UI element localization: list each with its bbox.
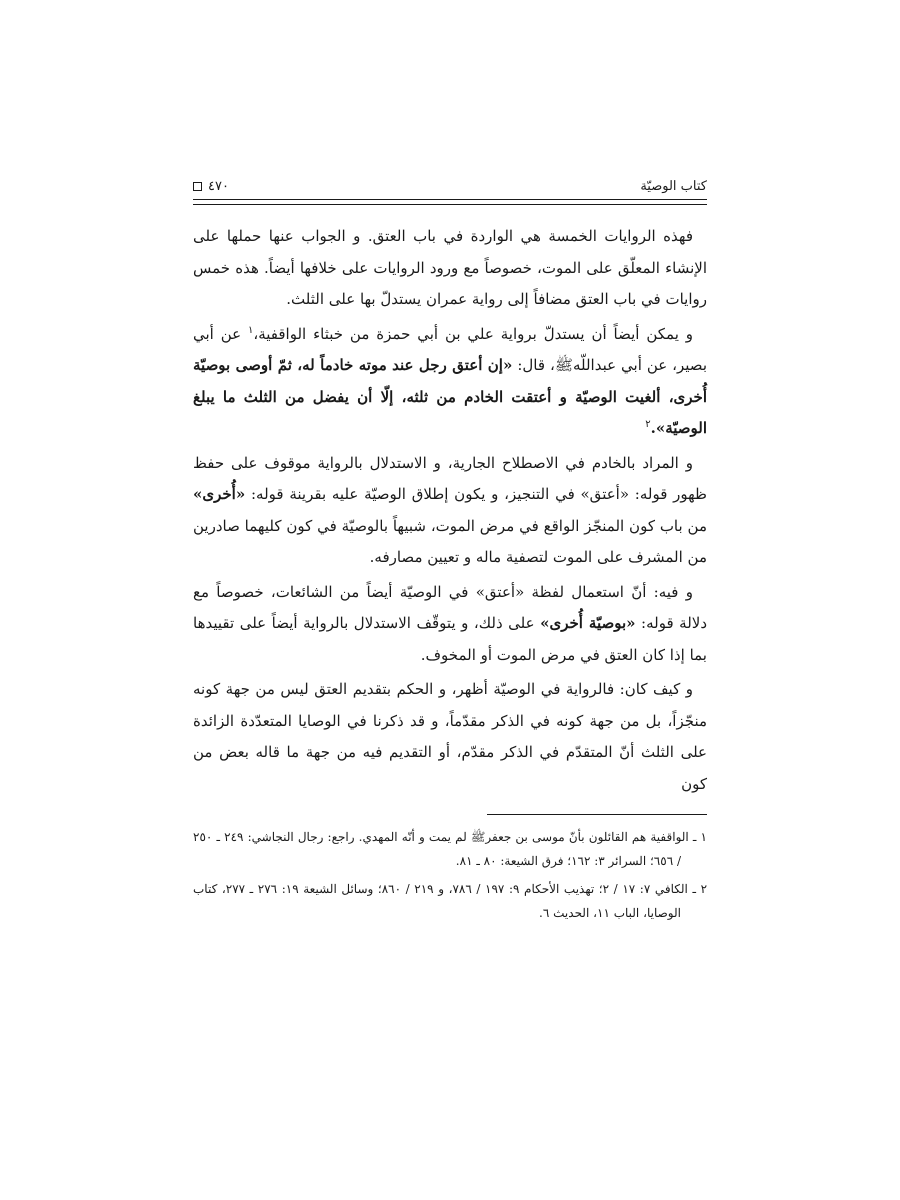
paragraph-2 bbox=[193, 319, 707, 445]
paragraph-3-bold: «أُخرى» bbox=[193, 485, 246, 503]
page-number-block bbox=[193, 179, 229, 194]
footnotes bbox=[193, 825, 707, 925]
paragraph-5: و كيف كان: فالرواية في الوصيّة أظهر، و الحكم بتقديم العتق ليس من جهة كونه منجّزاً، بل من جهة كونه في الذكر مقدّماً، و قد ذكرنا في الوصايا المتعدّدة الزائدة على الثلث أنّ المتقدّم في الذكر مقدّم، أو التقديم فيه من جهة ما قاله بعض من كون bbox=[193, 680, 707, 793]
footnote-1: ١ ـ الواقفية هم القائلون بأنّ موسى بن جعفرﷺ لم يمت و أنّه المهدي. راجع: رجال النجاشي: ٢٤٩ ـ ٢٥٠ / ٦٥٦؛ السرائر ٣: ١٦٢؛ فرق الشيعة: ٨٠ ـ ٨١. bbox=[193, 830, 707, 868]
running-header bbox=[193, 170, 707, 194]
square-box-icon bbox=[193, 182, 202, 191]
paragraph-4-part-a: و فيه: أنّ استعمال لفظة «أعتق» في الوصيّة أيضاً من الشائعات، خصوصاً مع دلالة قوله: bbox=[193, 582, 708, 632]
footnote-2: ٢ ـ الكافي ٧: ١٧ / ٢؛ تهذيب الأحكام ٩: ١٩٧ / ٧٨٦، و ٢١٩ / ٨٦٠؛ وسائل الشيعة ١٩: ٢٧٦ ـ ٢٧٧، كتاب الوصايا، الباب ١١، الحديث ٦. bbox=[193, 882, 708, 920]
footnote-separator bbox=[487, 814, 707, 815]
paragraph-3-part-b: من باب كون المنجّز الواقع في مرض الموت، شبيهاً بالوصيّة في كون كليهما صادرين من المشرف على الموت لتصفية ماله و تعيين مصارفه. bbox=[193, 516, 707, 566]
book-page bbox=[193, 170, 707, 929]
paragraph-3 bbox=[193, 448, 707, 574]
paragraph-2-part-b: عن أبي بصير، عن أبي عبداللّه bbox=[193, 324, 707, 374]
honorific-ligature: ﷺ bbox=[554, 356, 573, 374]
hadith-quote: «إن أعتق رجل عند موته خادماً له، ثمّ أوصى بوصيّة أُخرى، ألغيت الوصيّة و أعتقت الخادم من ثلثه، إلّا أن يفضل من الثلث ما يبلغ الوصيّة». bbox=[193, 356, 707, 437]
footnote-ref-2[interactable]: ٢ bbox=[645, 419, 651, 430]
paragraph-2-part-a: و يمكن أيضاً أن يستدلّ برواية علي بن أبي حمزة من خبثاء الواقفية، bbox=[253, 324, 694, 343]
paragraph-4-bold: «بوصيّة أُخرى» bbox=[540, 614, 636, 632]
running-head-title: كتاب الوصيّة bbox=[640, 179, 707, 194]
paragraph-4 bbox=[193, 577, 707, 672]
paragraph-2-part-c: ، قال: bbox=[512, 356, 555, 374]
footnote-ref-1[interactable]: ١ bbox=[248, 324, 254, 336]
header-double-rule bbox=[193, 199, 707, 205]
paragraph-1: فهذه الروايات الخمسة هي الواردة في باب العتق. و الجواب عنها حملها على الإنشاء المعلّق على الموت، خصوصاً مع ورود الروايات على خلافها أيضاً. هذه خمس روايات في باب العتق مضافاً إلى رواية عمران يستدلّ بها على الثلث. bbox=[193, 227, 707, 308]
paragraph-4-part-b: على ذلك، و يتوقّف الاستدلال بالرواية أيضاً على تقييدها بما إذا كان العتق في مرض الموت أو المخوف. bbox=[193, 614, 707, 664]
page-number: ٤٧٠ bbox=[208, 179, 229, 194]
main-text bbox=[193, 221, 707, 800]
paragraph-3-part-a: و المراد بالخادم في الاصطلاح الجارية، و الاستدلال بالرواية موقوف على حفظ ظهور قوله: «أعتق» في التنجيز، و يكون إطلاق الوصيّة عليه بقرينة قوله: bbox=[193, 453, 707, 503]
